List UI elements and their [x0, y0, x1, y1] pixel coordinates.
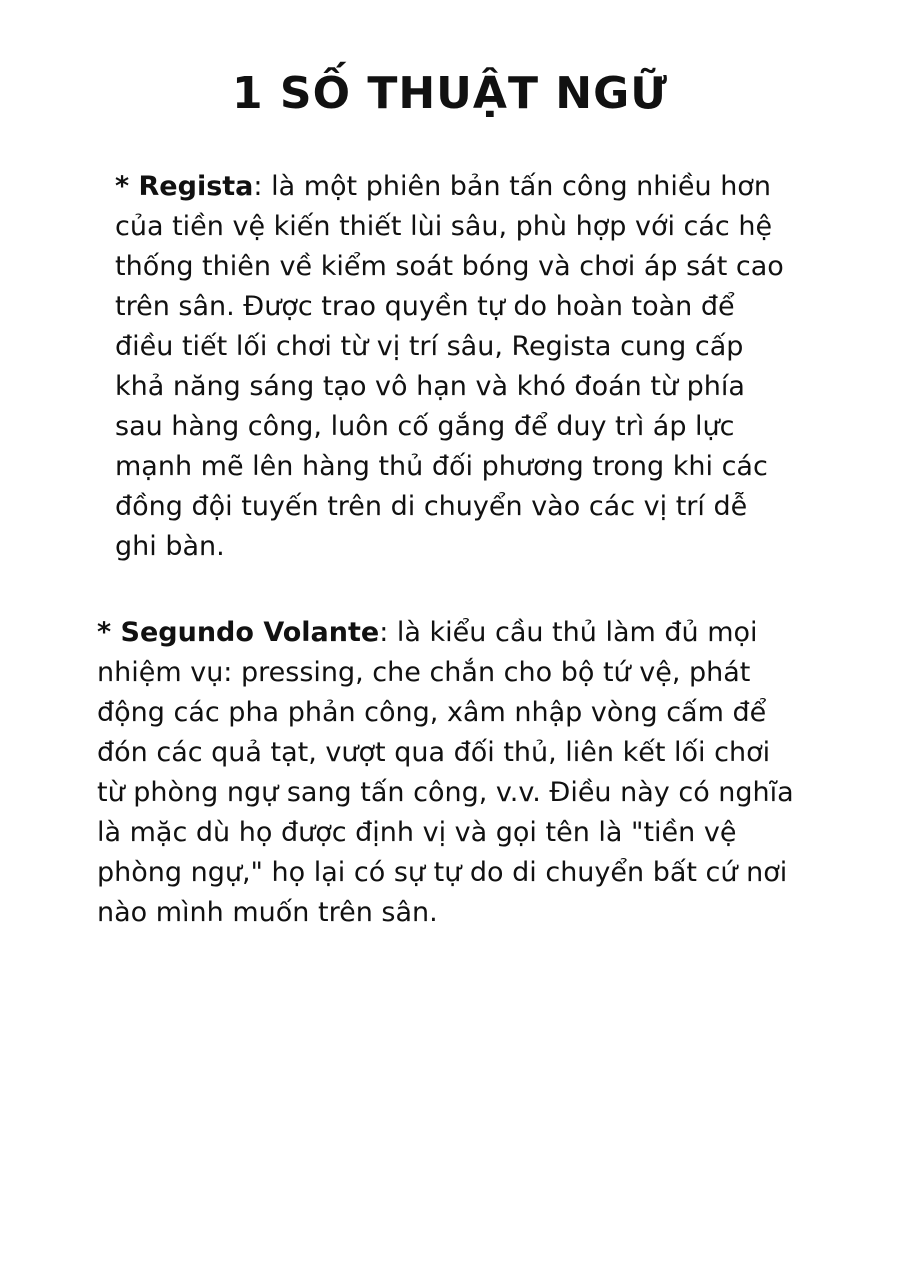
term-label-regista: * Regista	[115, 171, 254, 202]
term-label-segundo-volante: * Segundo Volante	[97, 617, 380, 648]
paragraph-segundo-volante	[97, 613, 795, 933]
page-title: 1 SỐ THUẬT NGỮ	[232, 68, 668, 119]
paragraph-regista	[115, 167, 790, 567]
term-body-regista: : là một phiên bản tấn công nhiều hơn của tiền vệ kiến thiết lùi sâu, phù hợp với các hệ thống thiên về kiểm soát bóng và chơi áp sát cao trên sân. Được trao quyền tự do hoàn toàn để điều tiết lối chơi từ vị trí sâu, Regista cung cấp khả năng sáng tạo vô hạn và khó đoán từ phía sau hàng công, luôn cố gắng để duy trì áp lực mạnh mẽ lên hàng thủ đối phương trong khi các đồng đội tuyến trên di chuyển vào các vị trí dễ ghi bàn.	[115, 171, 784, 562]
term-body-segundo-volante: : là kiểu cầu thủ làm đủ mọi nhiệm vụ: pressing, che chắn cho bộ tứ vệ, phát động các pha phản công, xâm nhập vòng cấm để đón các quả tạt, vượt qua đối thủ, liên kết lối chơi từ phòng ngự sang tấn công, v.v. Điều này có nghĩa là mặc dù họ được định vị và gọi tên là "tiền vệ phòng ngự," họ lại có sự tự do di chuyển bất cứ nơi nào mình muốn trên sân.	[97, 617, 794, 928]
document-body	[0, 167, 900, 933]
